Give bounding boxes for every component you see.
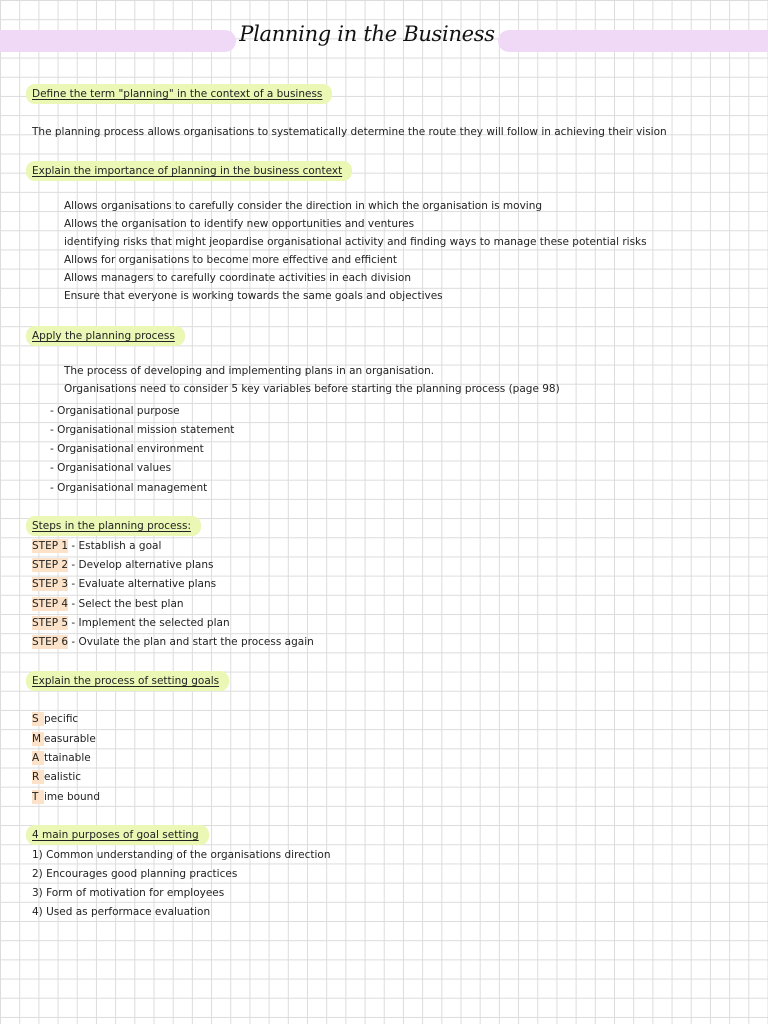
heading-apply: Apply the planning process (32, 329, 185, 343)
apply-line: Organisations need to consider 5 key variables before starting the planning process (page 98) (64, 383, 560, 395)
smart-letter: A (32, 751, 44, 765)
smart-item: R ealistic (32, 771, 82, 783)
variable-item: - Organisational purpose (50, 405, 180, 417)
step-item: STEP 1 - Establish a goal (32, 540, 162, 552)
apply-line: The process of developing and implementing plans in an organisation. (64, 365, 435, 377)
step-label: STEP 6 (32, 636, 69, 648)
heading-importance: Explain the importance of planning in the business context (32, 164, 352, 178)
importance-item: Allows organisations to carefully consider the direction in which the organisation is moving (64, 200, 543, 212)
variable-item: - Organisational values (50, 462, 172, 474)
smart-item: T ime bound (32, 791, 101, 803)
title-band-left (0, 30, 236, 52)
heading-goals: Explain the process of setting goals (32, 674, 229, 688)
variable-item: - Organisational management (50, 482, 208, 494)
smart-letter: R (32, 770, 44, 784)
step-label: STEP 3 (32, 578, 69, 590)
step-label: STEP 4 (32, 598, 69, 610)
smart-item: S pecific (32, 713, 79, 725)
step-item: STEP 6 - Ovulate the plan and start the process again (32, 636, 314, 648)
step-item: STEP 2 - Develop alternative plans (32, 559, 214, 571)
importance-item: Allows the organisation to identify new opportunities and ventures (64, 218, 415, 230)
variable-item: - Organisational environment (50, 443, 204, 455)
step-label: STEP 2 (32, 559, 69, 571)
importance-item: Allows for organisations to become more effective and efficient (64, 254, 398, 266)
smart-letter: T (32, 790, 44, 804)
step-label: STEP 5 (32, 617, 69, 629)
smart-item: M easurable (32, 733, 96, 745)
importance-item: Ensure that everyone is working towards the same goals and objectives (64, 290, 443, 302)
define-body: The planning process allows organisations to systematically determine the route they will follow in achieving their vision (32, 126, 667, 138)
step-label: STEP 1 (32, 540, 69, 552)
importance-item: Allows managers to carefully coordinate activities in each division (64, 272, 411, 284)
purpose-item: 2) Encourages good planning practices (32, 868, 238, 880)
page-title: Planning in the Business (239, 22, 495, 46)
step-item: STEP 5 - Implement the selected plan (32, 617, 230, 629)
variable-item: - Organisational mission statement (50, 424, 235, 436)
purpose-item: 3) Form of motivation for employees (32, 887, 225, 899)
smart-item: A ttainable (32, 752, 91, 764)
heading-purposes: 4 main purposes of goal setting (32, 828, 209, 842)
title-band-right (498, 30, 768, 52)
step-item: STEP 3 - Evaluate alternative plans (32, 578, 217, 590)
step-item: STEP 4 - Select the best plan (32, 598, 184, 610)
purpose-item: 4) Used as performace evaluation (32, 906, 211, 918)
importance-item: identifying risks that might jeopardise organisational activity and finding ways to manage these potential risks (64, 236, 647, 248)
smart-letter: M (32, 732, 44, 746)
purpose-item: 1) Common understanding of the organisations direction (32, 849, 331, 861)
smart-letter: S (32, 712, 44, 726)
heading-define: Define the term "planning" in the context of a business (32, 87, 332, 101)
heading-steps: Steps in the planning process: (32, 519, 201, 533)
